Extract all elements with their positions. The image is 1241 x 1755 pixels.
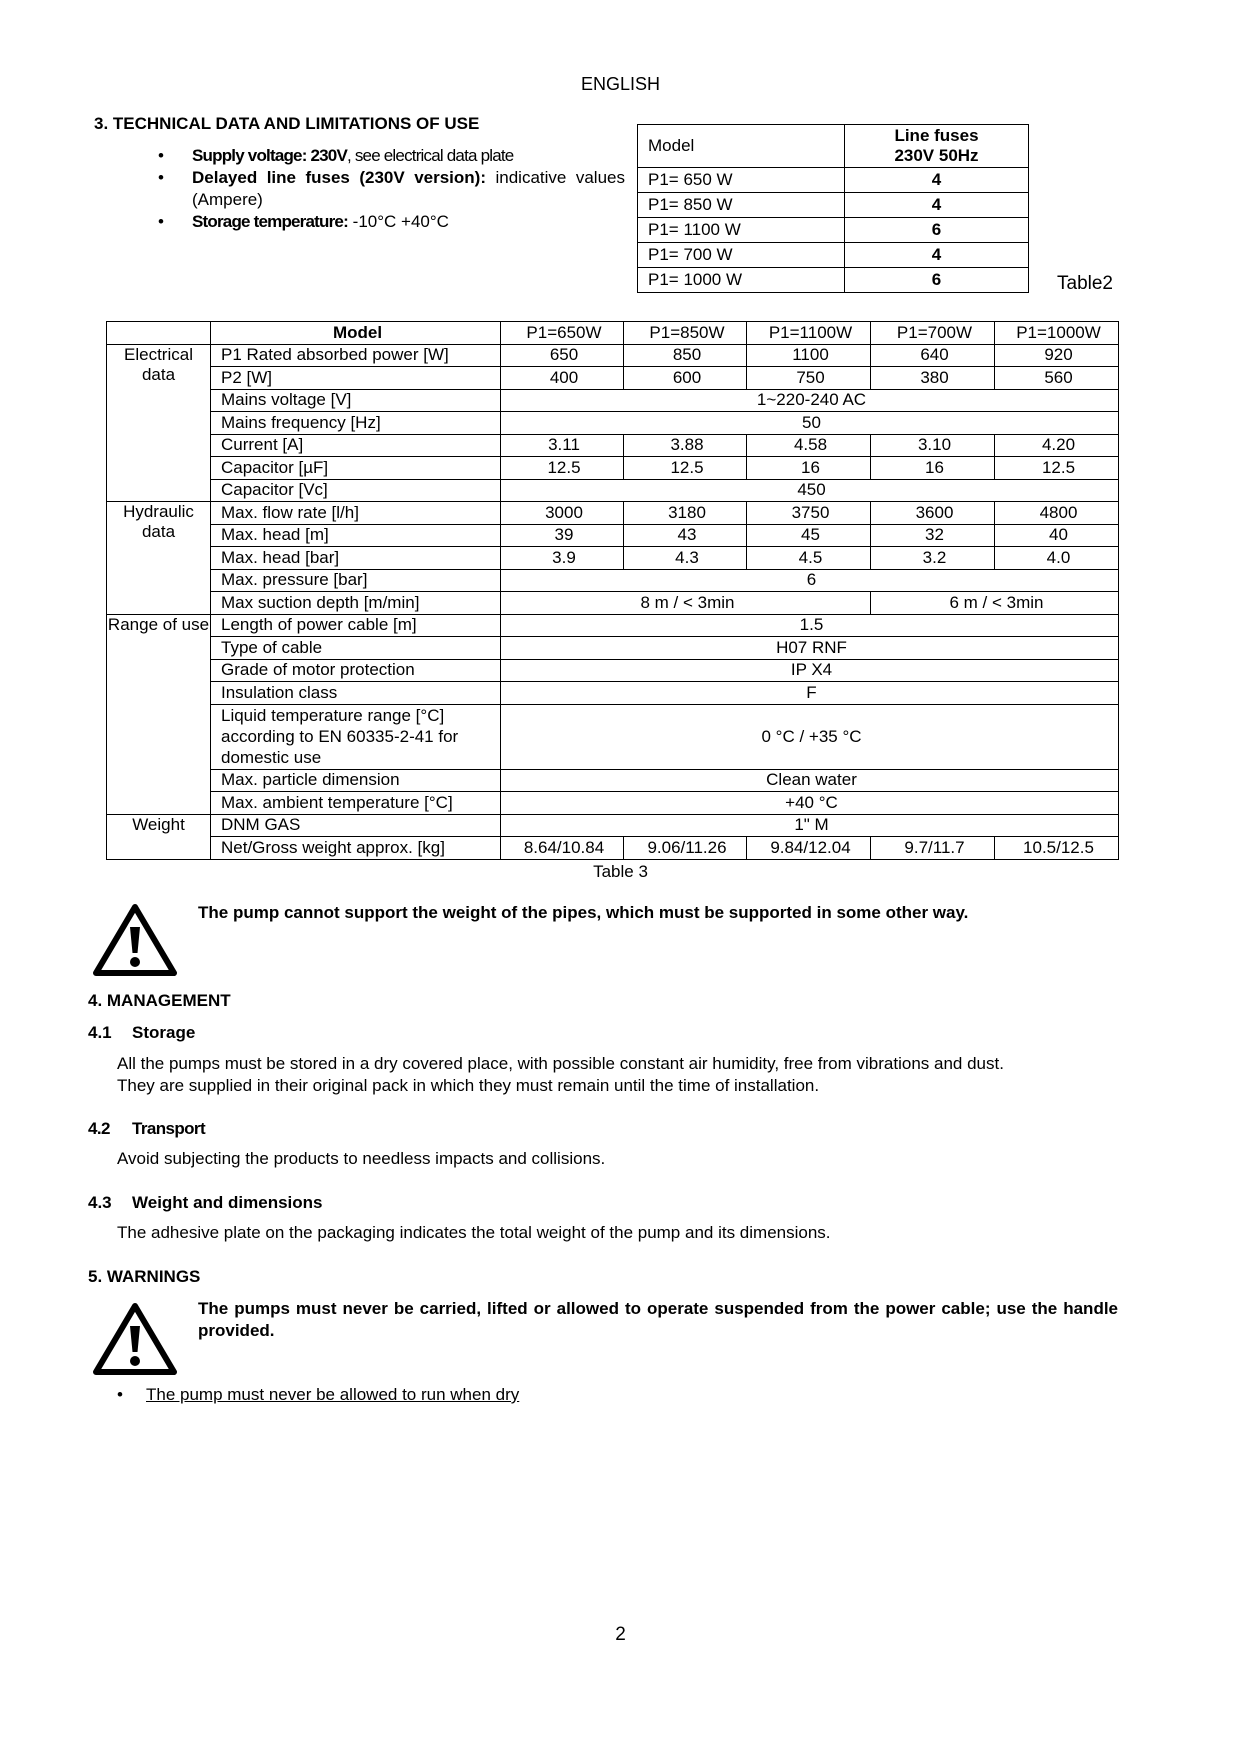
page-number: 2 — [615, 1624, 626, 1645]
line-fuses-table — [637, 124, 1029, 293]
value-cell: IP X4 — [501, 659, 1119, 682]
row-label: Mains voltage [V] — [211, 389, 501, 412]
value-cell: 50 — [501, 412, 1119, 435]
bullet-dot: • — [117, 1385, 123, 1404]
value-cell: 12.5 — [624, 457, 747, 480]
value-cell: 43 — [624, 524, 747, 547]
value-cell: 39 — [501, 524, 624, 547]
bullet-text: , see electrical data plate — [347, 146, 514, 165]
table-row — [107, 434, 1119, 457]
heading-text: Storage — [132, 1023, 196, 1042]
row-label-line: Liquid temperature range [°C] — [221, 706, 445, 725]
table-row — [638, 268, 1029, 293]
bullet-text: -10°C +40°C — [347, 212, 449, 231]
value-cell: 0 °C / +35 °C — [501, 704, 1119, 769]
paragraph-line: All the pumps must be stored in a dry covered place, with possible constant air humidity, free from vibrations and dust. — [117, 1054, 1004, 1073]
heading-text: Weight and dimensions — [132, 1193, 323, 1212]
value-cell: 1.5 — [501, 614, 1119, 637]
group-hydraulic: Hydraulic data — [107, 502, 211, 615]
table-row — [107, 502, 1119, 525]
table-row — [107, 389, 1119, 412]
bullet-storage-temp — [150, 211, 625, 233]
bullet-line-fuses — [150, 167, 625, 211]
section-4-3-heading — [88, 1193, 322, 1213]
table-row — [107, 637, 1119, 660]
table-row — [107, 344, 1119, 367]
value-cell: 1100 — [747, 344, 871, 367]
row-label — [211, 704, 501, 769]
row-label: P2 [W] — [211, 367, 501, 390]
heading-number: 4.3 — [88, 1193, 112, 1212]
table-row — [638, 168, 1029, 193]
value-cell: 3600 — [871, 502, 995, 525]
value-cell: 12.5 — [501, 457, 624, 480]
section-3-bullets — [150, 145, 625, 233]
value-cell: 8.64/10.84 — [501, 837, 624, 860]
table-row — [107, 659, 1119, 682]
row-label: Current [A] — [211, 434, 501, 457]
value-cell: 750 — [747, 367, 871, 390]
value-cell: 4.58 — [747, 434, 871, 457]
table-row — [107, 792, 1119, 815]
table-row — [107, 367, 1119, 390]
bullet-key: Storage temperature: — [192, 212, 348, 231]
table-header-row — [638, 125, 1029, 168]
row-label: Max. head [bar] — [211, 547, 501, 570]
header-cell: P1=1000W — [995, 322, 1119, 345]
value-cell: 32 — [871, 524, 995, 547]
table-header-row — [107, 322, 1119, 345]
table-row — [107, 592, 1119, 615]
model-cell: P1= 1000 W — [638, 268, 845, 293]
value-cell: 650 — [501, 344, 624, 367]
row-label: Max. ambient temperature [°C] — [211, 792, 501, 815]
table-row — [107, 704, 1119, 769]
table-row — [107, 837, 1119, 860]
row-label: DNM GAS — [211, 814, 501, 837]
row-label: Max suction depth [m/min] — [211, 592, 501, 615]
header-line-fuses-l2: 230V 50Hz — [894, 146, 979, 165]
value-cell: 3.9 — [501, 547, 624, 570]
value-cell: 1" M — [501, 814, 1119, 837]
row-label: P1 Rated absorbed power [W] — [211, 344, 501, 367]
empty-cell — [107, 322, 211, 345]
table3-caption: Table 3 — [593, 862, 648, 881]
power-cable-warning: The pumps must never be carried, lifted or allowed to operate suspended from the power cable; use the handle provided. — [198, 1299, 1118, 1340]
header-cell: P1=700W — [871, 322, 995, 345]
value-cell: 3000 — [501, 502, 624, 525]
bullet-text: indicative values (Ampere) — [192, 168, 625, 209]
row-label: Insulation class — [211, 682, 501, 705]
row-label: Net/Gross weight approx. [kg] — [211, 837, 501, 860]
storage-paragraph — [117, 1053, 1117, 1097]
row-label: Max. particle dimension — [211, 769, 501, 792]
value-cell: 3.2 — [871, 547, 995, 570]
model-cell: P1= 1100 W — [638, 218, 845, 243]
row-label: Grade of motor protection — [211, 659, 501, 682]
table-row — [638, 193, 1029, 218]
header-line-fuses — [845, 125, 1029, 168]
table-row — [107, 814, 1119, 837]
warning-triangle-icon — [93, 1302, 177, 1376]
bullet-supply-voltage — [150, 145, 625, 167]
table-row — [107, 547, 1119, 570]
row-label: Capacitor [µF] — [211, 457, 501, 480]
table-row — [107, 457, 1119, 480]
table-row — [107, 524, 1119, 547]
table-row — [107, 769, 1119, 792]
row-label: Length of power cable [m] — [211, 614, 501, 637]
value-cell: +40 °C — [501, 792, 1119, 815]
row-label: Max. head [m] — [211, 524, 501, 547]
row-label: Max. flow rate [l/h] — [211, 502, 501, 525]
section-3-title: 3. TECHNICAL DATA AND LIMITATIONS OF USE — [94, 114, 480, 133]
heading-number: 4.1 — [88, 1023, 112, 1042]
value-cell: 1~220-240 AC — [501, 389, 1119, 412]
table2-caption: Table2 — [1057, 273, 1113, 294]
value-cell: 16 — [871, 457, 995, 480]
value-cell: 3.11 — [501, 434, 624, 457]
fuse-cell: 4 — [845, 193, 1029, 218]
fuse-cell: 4 — [845, 168, 1029, 193]
fuse-cell: 4 — [845, 243, 1029, 268]
bullet-key: Delayed line fuses (230V version): — [192, 168, 486, 187]
table-row — [107, 412, 1119, 435]
transport-paragraph: Avoid subjecting the products to needless impacts and collisions. — [117, 1149, 606, 1168]
section-4-1-heading — [88, 1023, 195, 1043]
model-cell: P1= 850 W — [638, 193, 845, 218]
language-header: ENGLISH — [580, 74, 661, 94]
value-cell: 3180 — [624, 502, 747, 525]
value-cell: 9.06/11.26 — [624, 837, 747, 860]
group-weight: Weight — [107, 814, 211, 859]
value-cell: 850 — [624, 344, 747, 367]
value-cell: 3.88 — [624, 434, 747, 457]
dry-run-bullet — [117, 1385, 519, 1405]
heading-text: Transport — [132, 1119, 206, 1138]
value-cell: 600 — [624, 367, 747, 390]
value-cell: 640 — [871, 344, 995, 367]
value-cell: 40 — [995, 524, 1119, 547]
value-cell: 4800 — [995, 502, 1119, 525]
value-cell: 8 m / < 3min — [501, 592, 871, 615]
row-label-line: according to EN 60335-2-41 for — [221, 727, 459, 746]
value-cell: 920 — [995, 344, 1119, 367]
table-row — [107, 614, 1119, 637]
table-row — [107, 682, 1119, 705]
value-cell: Clean water — [501, 769, 1119, 792]
table-row — [107, 479, 1119, 502]
row-label: Type of cable — [211, 637, 501, 660]
bullet-key: Supply voltage: 230V — [192, 146, 347, 165]
value-cell: 4.20 — [995, 434, 1119, 457]
value-cell: 4.3 — [624, 547, 747, 570]
row-label: Mains frequency [Hz] — [211, 412, 501, 435]
fuse-cell: 6 — [845, 268, 1029, 293]
value-cell: 9.7/11.7 — [871, 837, 995, 860]
row-label: Max. pressure [bar] — [211, 569, 501, 592]
model-cell: P1= 700 W — [638, 243, 845, 268]
table-row — [638, 243, 1029, 268]
section-4-2-heading — [88, 1119, 205, 1139]
value-cell: H07 RNF — [501, 637, 1119, 660]
value-cell: 400 — [501, 367, 624, 390]
section-5-title: 5. WARNINGS — [88, 1267, 201, 1286]
value-cell: 12.5 — [995, 457, 1119, 480]
group-range-of-use: Range of use — [107, 614, 211, 814]
header-model: Model — [638, 125, 845, 168]
value-cell: 4.5 — [747, 547, 871, 570]
warning-triangle-icon — [93, 903, 177, 977]
value-cell: 560 — [995, 367, 1119, 390]
value-cell: 45 — [747, 524, 871, 547]
value-cell: 3.10 — [871, 434, 995, 457]
value-cell: 6 m / < 3min — [871, 592, 1119, 615]
value-cell: 9.84/12.04 — [747, 837, 871, 860]
value-cell: 380 — [871, 367, 995, 390]
value-cell: 10.5/12.5 — [995, 837, 1119, 860]
header-model: Model — [211, 322, 501, 345]
heading-number: 4.2 — [88, 1119, 110, 1138]
header-cell: P1=650W — [501, 322, 624, 345]
row-label-line: domestic use — [221, 748, 322, 767]
model-cell: P1= 650 W — [638, 168, 845, 193]
header-cell: P1=1100W — [747, 322, 871, 345]
weight-dimensions-paragraph: The adhesive plate on the packaging indicates the total weight of the pump and its dimensions. — [117, 1223, 831, 1242]
header-cell: P1=850W — [624, 322, 747, 345]
value-cell: 4.0 — [995, 547, 1119, 570]
table-row — [638, 218, 1029, 243]
value-cell: 6 — [501, 569, 1119, 592]
pipes-weight-warning: The pump cannot support the weight of the pipes, which must be supported in some other way. — [198, 903, 969, 922]
section-4-title: 4. MANAGEMENT — [88, 991, 231, 1010]
value-cell: 450 — [501, 479, 1119, 502]
row-label: Capacitor [Vc] — [211, 479, 501, 502]
value-cell: 3750 — [747, 502, 871, 525]
value-cell: F — [501, 682, 1119, 705]
table-row — [107, 569, 1119, 592]
bullet-text: The pump must never be allowed to run when dry — [146, 1385, 520, 1404]
value-cell: 16 — [747, 457, 871, 480]
paragraph-line: They are supplied in their original pack in which they must remain until the time of installation. — [117, 1076, 820, 1095]
header-line-fuses-l1: Line fuses — [894, 126, 979, 145]
group-electrical: Electrical data — [107, 344, 211, 502]
technical-data-table — [106, 321, 1119, 860]
fuse-cell: 6 — [845, 218, 1029, 243]
